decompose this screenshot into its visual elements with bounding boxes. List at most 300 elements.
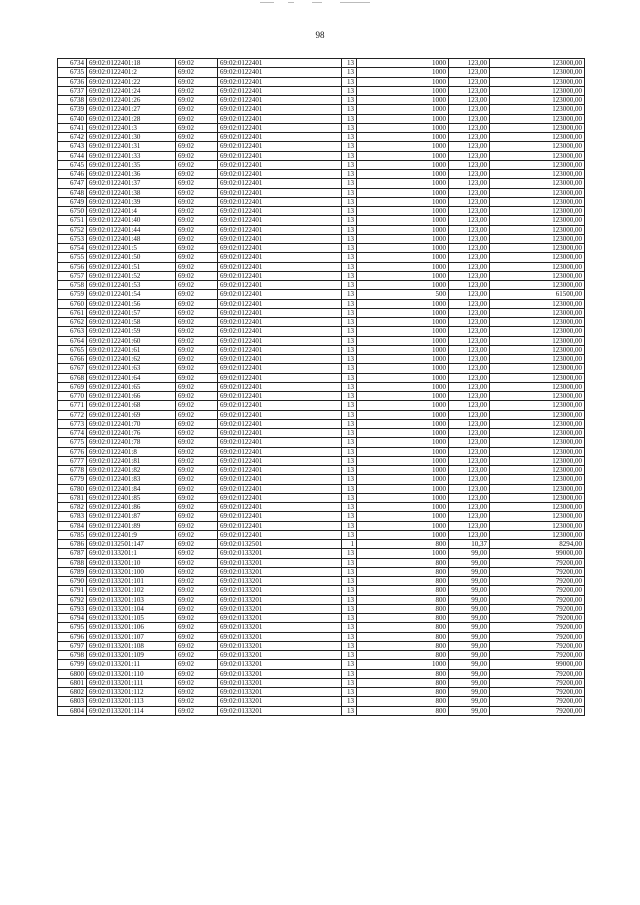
cadastral-value-cell: 123000,00 bbox=[490, 456, 585, 465]
cadastral-number-cell: 69:02:0122401:89 bbox=[87, 521, 176, 530]
table-row bbox=[58, 59, 585, 68]
table-row bbox=[58, 151, 585, 160]
table-row bbox=[58, 318, 585, 327]
cadastral-number-cell: 69:02:0122401:85 bbox=[87, 493, 176, 502]
cadastral-quarter-cell: 69:02:0133201 bbox=[218, 586, 342, 595]
category-code-cell: 13 bbox=[342, 512, 357, 521]
row-number-cell: 6744 bbox=[58, 151, 87, 160]
row-number-cell: 6747 bbox=[58, 179, 87, 188]
cadastral-value-cell: 123000,00 bbox=[490, 410, 585, 419]
cadastral-number-cell: 69:02:0122401:57 bbox=[87, 308, 176, 317]
area-cell: 800 bbox=[357, 688, 449, 697]
category-code-cell: 13 bbox=[342, 429, 357, 438]
cadastral-value-cell: 79200,00 bbox=[490, 586, 585, 595]
specific-value-cell: 99,00 bbox=[449, 595, 490, 604]
cadastral-value-cell: 123000,00 bbox=[490, 530, 585, 539]
area-cell: 800 bbox=[357, 641, 449, 650]
area-cell: 800 bbox=[357, 623, 449, 632]
area-cell: 1000 bbox=[357, 382, 449, 391]
district-code-cell: 69:02 bbox=[176, 577, 218, 586]
category-code-cell: 13 bbox=[342, 160, 357, 169]
category-code-cell: 13 bbox=[342, 197, 357, 206]
cadastral-quarter-cell: 69:02:0133201 bbox=[218, 669, 342, 678]
cadastral-value-cell: 123000,00 bbox=[490, 207, 585, 216]
cadastral-number-cell: 69:02:0122401:33 bbox=[87, 151, 176, 160]
cadastral-quarter-cell: 69:02:0133201 bbox=[218, 632, 342, 641]
specific-value-cell: 123,00 bbox=[449, 96, 490, 105]
category-code-cell: 13 bbox=[342, 586, 357, 595]
district-code-cell: 69:02 bbox=[176, 123, 218, 132]
row-number-cell: 6738 bbox=[58, 96, 87, 105]
table-row bbox=[58, 456, 585, 465]
area-cell: 1000 bbox=[357, 503, 449, 512]
cadastral-value-cell: 123000,00 bbox=[490, 96, 585, 105]
category-code-cell: 13 bbox=[342, 567, 357, 576]
cadastral-value-cell: 123000,00 bbox=[490, 419, 585, 428]
table-row bbox=[58, 114, 585, 123]
cadastral-quarter-cell: 69:02:0122401 bbox=[218, 188, 342, 197]
district-code-cell: 69:02 bbox=[176, 299, 218, 308]
table-row bbox=[58, 688, 585, 697]
area-cell: 1000 bbox=[357, 521, 449, 530]
specific-value-cell: 123,00 bbox=[449, 382, 490, 391]
row-number-cell: 6755 bbox=[58, 253, 87, 262]
specific-value-cell: 123,00 bbox=[449, 170, 490, 179]
cadastral-value-cell: 79200,00 bbox=[490, 595, 585, 604]
table-row bbox=[58, 678, 585, 687]
row-number-cell: 6762 bbox=[58, 318, 87, 327]
cadastral-value-cell: 61500,00 bbox=[490, 290, 585, 299]
cadastral-quarter-cell: 69:02:0122401 bbox=[218, 382, 342, 391]
row-number-cell: 6770 bbox=[58, 392, 87, 401]
district-code-cell: 69:02 bbox=[176, 429, 218, 438]
category-code-cell: 13 bbox=[342, 641, 357, 650]
row-number-cell: 6800 bbox=[58, 669, 87, 678]
area-cell: 800 bbox=[357, 651, 449, 660]
area-cell: 800 bbox=[357, 604, 449, 613]
cadastral-number-cell: 69:02:0122401:64 bbox=[87, 373, 176, 382]
row-number-cell: 6764 bbox=[58, 336, 87, 345]
category-code-cell: 13 bbox=[342, 373, 357, 382]
cadastral-quarter-cell: 69:02:0122401 bbox=[218, 401, 342, 410]
specific-value-cell: 123,00 bbox=[449, 299, 490, 308]
cadastral-number-cell: 69:02:0122401:48 bbox=[87, 234, 176, 243]
cadastral-quarter-cell: 69:02:0133201 bbox=[218, 706, 342, 715]
area-cell: 800 bbox=[357, 540, 449, 549]
cadastral-quarter-cell: 69:02:0122401 bbox=[218, 475, 342, 484]
cadastral-quarter-cell: 69:02:0133201 bbox=[218, 678, 342, 687]
category-code-cell: 13 bbox=[342, 382, 357, 391]
district-code-cell: 69:02 bbox=[176, 197, 218, 206]
row-number-cell: 6796 bbox=[58, 632, 87, 641]
district-code-cell: 69:02 bbox=[176, 669, 218, 678]
area-cell: 1000 bbox=[357, 373, 449, 382]
area-cell: 1000 bbox=[357, 207, 449, 216]
area-cell: 1000 bbox=[357, 299, 449, 308]
district-code-cell: 69:02 bbox=[176, 567, 218, 576]
category-code-cell: 13 bbox=[342, 595, 357, 604]
cadastral-number-cell: 69:02:0122401:53 bbox=[87, 281, 176, 290]
row-number-cell: 6793 bbox=[58, 604, 87, 613]
table-row bbox=[58, 521, 585, 530]
district-code-cell: 69:02 bbox=[176, 595, 218, 604]
specific-value-cell: 123,00 bbox=[449, 68, 490, 77]
cadastral-quarter-cell: 69:02:0122401 bbox=[218, 456, 342, 465]
cadastral-value-cell: 123000,00 bbox=[490, 253, 585, 262]
district-code-cell: 69:02 bbox=[176, 540, 218, 549]
cadastral-value-cell: 123000,00 bbox=[490, 512, 585, 521]
cadastral-number-cell: 69:02:0122401:22 bbox=[87, 77, 176, 86]
area-cell: 1000 bbox=[357, 327, 449, 336]
specific-value-cell: 123,00 bbox=[449, 438, 490, 447]
district-code-cell: 69:02 bbox=[176, 410, 218, 419]
cadastral-value-cell: 123000,00 bbox=[490, 521, 585, 530]
cadastral-quarter-cell: 69:02:0122401 bbox=[218, 438, 342, 447]
cadastral-value-cell: 79200,00 bbox=[490, 604, 585, 613]
table-row bbox=[58, 382, 585, 391]
district-code-cell: 69:02 bbox=[176, 225, 218, 234]
row-number-cell: 6758 bbox=[58, 281, 87, 290]
district-code-cell: 69:02 bbox=[176, 697, 218, 706]
cadastral-value-cell: 123000,00 bbox=[490, 151, 585, 160]
cadastral-quarter-cell: 69:02:0133201 bbox=[218, 549, 342, 558]
cadastral-value-cell: 79200,00 bbox=[490, 706, 585, 715]
row-number-cell: 6760 bbox=[58, 299, 87, 308]
area-cell: 1000 bbox=[357, 86, 449, 95]
district-code-cell: 69:02 bbox=[176, 244, 218, 253]
cadastral-number-cell: 69:02:0122401:82 bbox=[87, 466, 176, 475]
area-cell: 800 bbox=[357, 706, 449, 715]
district-code-cell: 69:02 bbox=[176, 558, 218, 567]
cadastral-number-cell: 69:02:0122401:61 bbox=[87, 345, 176, 354]
area-cell: 800 bbox=[357, 678, 449, 687]
cadastral-value-cell: 123000,00 bbox=[490, 170, 585, 179]
cadastral-quarter-cell: 69:02:0122401 bbox=[218, 225, 342, 234]
cadastral-quarter-cell: 69:02:0122401 bbox=[218, 318, 342, 327]
area-cell: 1000 bbox=[357, 262, 449, 271]
cadastral-value-table bbox=[57, 58, 585, 716]
district-code-cell: 69:02 bbox=[176, 475, 218, 484]
specific-value-cell: 99,00 bbox=[449, 688, 490, 697]
cadastral-number-cell: 69:02:0122401:4 bbox=[87, 207, 176, 216]
table-body bbox=[58, 59, 585, 716]
district-code-cell: 69:02 bbox=[176, 68, 218, 77]
cadastral-quarter-cell: 69:02:0122401 bbox=[218, 170, 342, 179]
specific-value-cell: 123,00 bbox=[449, 318, 490, 327]
cadastral-number-cell: 69:02:0122401:31 bbox=[87, 142, 176, 151]
cadastral-value-cell: 123000,00 bbox=[490, 188, 585, 197]
cadastral-value-cell: 123000,00 bbox=[490, 336, 585, 345]
cadastral-quarter-cell: 69:02:0122401 bbox=[218, 364, 342, 373]
specific-value-cell: 10,37 bbox=[449, 540, 490, 549]
cadastral-value-cell: 79200,00 bbox=[490, 623, 585, 632]
cadastral-number-cell: 69:02:0133201:103 bbox=[87, 595, 176, 604]
table-row bbox=[58, 105, 585, 114]
category-code-cell: 13 bbox=[342, 392, 357, 401]
cadastral-number-cell: 69:02:0122401:39 bbox=[87, 197, 176, 206]
row-number-cell: 6768 bbox=[58, 373, 87, 382]
district-code-cell: 69:02 bbox=[176, 59, 218, 68]
category-code-cell: 13 bbox=[342, 438, 357, 447]
row-number-cell: 6745 bbox=[58, 160, 87, 169]
cadastral-number-cell: 69:02:0122401:35 bbox=[87, 160, 176, 169]
cadastral-number-cell: 69:02:0133201:100 bbox=[87, 567, 176, 576]
category-code-cell: 13 bbox=[342, 234, 357, 243]
table-row bbox=[58, 697, 585, 706]
cadastral-quarter-cell: 69:02:0122401 bbox=[218, 253, 342, 262]
district-code-cell: 69:02 bbox=[176, 401, 218, 410]
table-row bbox=[58, 234, 585, 243]
cadastral-quarter-cell: 69:02:0132501 bbox=[218, 540, 342, 549]
specific-value-cell: 123,00 bbox=[449, 475, 490, 484]
row-number-cell: 6784 bbox=[58, 521, 87, 530]
district-code-cell: 69:02 bbox=[176, 105, 218, 114]
cadastral-value-cell: 123000,00 bbox=[490, 86, 585, 95]
district-code-cell: 69:02 bbox=[176, 706, 218, 715]
cadastral-quarter-cell: 69:02:0122401 bbox=[218, 179, 342, 188]
cadastral-quarter-cell: 69:02:0122401 bbox=[218, 151, 342, 160]
table-row bbox=[58, 614, 585, 623]
category-code-cell: 13 bbox=[342, 706, 357, 715]
area-cell: 1000 bbox=[357, 123, 449, 132]
district-code-cell: 69:02 bbox=[176, 327, 218, 336]
cadastral-number-cell: 69:02:0133201:104 bbox=[87, 604, 176, 613]
district-code-cell: 69:02 bbox=[176, 447, 218, 456]
row-number-cell: 6737 bbox=[58, 86, 87, 95]
cadastral-value-cell: 123000,00 bbox=[490, 382, 585, 391]
row-number-cell: 6798 bbox=[58, 651, 87, 660]
area-cell: 800 bbox=[357, 558, 449, 567]
specific-value-cell: 123,00 bbox=[449, 308, 490, 317]
category-code-cell: 13 bbox=[342, 678, 357, 687]
table-row bbox=[58, 216, 585, 225]
cadastral-value-cell: 123000,00 bbox=[490, 68, 585, 77]
category-code-cell: 13 bbox=[342, 244, 357, 253]
district-code-cell: 69:02 bbox=[176, 308, 218, 317]
cadastral-number-cell: 69:02:0122401:69 bbox=[87, 410, 176, 419]
district-code-cell: 69:02 bbox=[176, 114, 218, 123]
cadastral-number-cell: 69:02:0133201:105 bbox=[87, 614, 176, 623]
area-cell: 1000 bbox=[357, 197, 449, 206]
table-row bbox=[58, 77, 585, 86]
table-row bbox=[58, 197, 585, 206]
category-code-cell: 13 bbox=[342, 410, 357, 419]
cadastral-number-cell: 69:02:0122401:83 bbox=[87, 475, 176, 484]
specific-value-cell: 123,00 bbox=[449, 271, 490, 280]
cadastral-value-cell: 123000,00 bbox=[490, 114, 585, 123]
area-cell: 1000 bbox=[357, 392, 449, 401]
cadastral-quarter-cell: 69:02:0122401 bbox=[218, 207, 342, 216]
specific-value-cell: 123,00 bbox=[449, 392, 490, 401]
cadastral-quarter-cell: 69:02:0122401 bbox=[218, 299, 342, 308]
area-cell: 1000 bbox=[357, 438, 449, 447]
area-cell: 800 bbox=[357, 669, 449, 678]
specific-value-cell: 123,00 bbox=[449, 142, 490, 151]
table-row bbox=[58, 530, 585, 539]
cadastral-quarter-cell: 69:02:0122401 bbox=[218, 466, 342, 475]
cadastral-value-cell: 99000,00 bbox=[490, 660, 585, 669]
cadastral-value-cell: 79200,00 bbox=[490, 567, 585, 576]
cadastral-quarter-cell: 69:02:0122401 bbox=[218, 262, 342, 271]
table-row bbox=[58, 392, 585, 401]
cadastral-number-cell: 69:02:0122401:52 bbox=[87, 271, 176, 280]
table-row bbox=[58, 623, 585, 632]
district-code-cell: 69:02 bbox=[176, 77, 218, 86]
cadastral-value-cell: 123000,00 bbox=[490, 364, 585, 373]
category-code-cell: 13 bbox=[342, 493, 357, 502]
district-code-cell: 69:02 bbox=[176, 632, 218, 641]
cadastral-quarter-cell: 69:02:0122401 bbox=[218, 77, 342, 86]
row-number-cell: 6773 bbox=[58, 419, 87, 428]
category-code-cell: 13 bbox=[342, 327, 357, 336]
specific-value-cell: 123,00 bbox=[449, 410, 490, 419]
cadastral-number-cell: 69:02:0122401:28 bbox=[87, 114, 176, 123]
cadastral-value-cell: 123000,00 bbox=[490, 327, 585, 336]
specific-value-cell: 123,00 bbox=[449, 336, 490, 345]
cadastral-number-cell: 69:02:0122401:84 bbox=[87, 484, 176, 493]
district-code-cell: 69:02 bbox=[176, 207, 218, 216]
category-code-cell: 13 bbox=[342, 604, 357, 613]
cadastral-number-cell: 69:02:0133201:114 bbox=[87, 706, 176, 715]
table-row bbox=[58, 170, 585, 179]
cadastral-quarter-cell: 69:02:0133201 bbox=[218, 577, 342, 586]
cadastral-number-cell: 69:02:0133201:101 bbox=[87, 577, 176, 586]
specific-value-cell: 99,00 bbox=[449, 623, 490, 632]
area-cell: 1000 bbox=[357, 336, 449, 345]
cadastral-value-cell: 123000,00 bbox=[490, 77, 585, 86]
table-row bbox=[58, 669, 585, 678]
row-number-cell: 6778 bbox=[58, 466, 87, 475]
table-row bbox=[58, 447, 585, 456]
table-row bbox=[58, 308, 585, 317]
category-code-cell: 13 bbox=[342, 521, 357, 530]
category-code-cell: 13 bbox=[342, 614, 357, 623]
specific-value-cell: 123,00 bbox=[449, 429, 490, 438]
row-number-cell: 6797 bbox=[58, 641, 87, 650]
area-cell: 800 bbox=[357, 567, 449, 576]
cadastral-quarter-cell: 69:02:0122401 bbox=[218, 234, 342, 243]
row-number-cell: 6771 bbox=[58, 401, 87, 410]
row-number-cell: 6761 bbox=[58, 308, 87, 317]
cadastral-value-cell: 123000,00 bbox=[490, 244, 585, 253]
category-code-cell: 13 bbox=[342, 475, 357, 484]
category-code-cell: 13 bbox=[342, 697, 357, 706]
cadastral-number-cell: 69:02:0122401:44 bbox=[87, 225, 176, 234]
cadastral-number-cell: 69:02:0122401:56 bbox=[87, 299, 176, 308]
cadastral-quarter-cell: 69:02:0122401 bbox=[218, 133, 342, 142]
area-cell: 1000 bbox=[357, 170, 449, 179]
row-number-cell: 6788 bbox=[58, 558, 87, 567]
cadastral-number-cell: 69:02:0122401:62 bbox=[87, 355, 176, 364]
district-code-cell: 69:02 bbox=[176, 188, 218, 197]
specific-value-cell: 99,00 bbox=[449, 614, 490, 623]
cadastral-number-cell: 69:02:0133201:1 bbox=[87, 549, 176, 558]
table-row bbox=[58, 345, 585, 354]
specific-value-cell: 123,00 bbox=[449, 133, 490, 142]
district-code-cell: 69:02 bbox=[176, 688, 218, 697]
cadastral-value-cell: 123000,00 bbox=[490, 308, 585, 317]
district-code-cell: 69:02 bbox=[176, 530, 218, 539]
cadastral-number-cell: 69:02:0133201:109 bbox=[87, 651, 176, 660]
table-row bbox=[58, 438, 585, 447]
row-number-cell: 6748 bbox=[58, 188, 87, 197]
specific-value-cell: 99,00 bbox=[449, 604, 490, 613]
specific-value-cell: 99,00 bbox=[449, 660, 490, 669]
row-number-cell: 6780 bbox=[58, 484, 87, 493]
area-cell: 1000 bbox=[357, 114, 449, 123]
cadastral-value-cell: 123000,00 bbox=[490, 503, 585, 512]
specific-value-cell: 99,00 bbox=[449, 632, 490, 641]
row-number-cell: 6791 bbox=[58, 586, 87, 595]
cadastral-number-cell: 69:02:0122401:86 bbox=[87, 503, 176, 512]
specific-value-cell: 99,00 bbox=[449, 586, 490, 595]
specific-value-cell: 123,00 bbox=[449, 530, 490, 539]
row-number-cell: 6735 bbox=[58, 68, 87, 77]
cadastral-number-cell: 69:02:0133201:107 bbox=[87, 632, 176, 641]
cadastral-quarter-cell: 69:02:0122401 bbox=[218, 142, 342, 151]
specific-value-cell: 99,00 bbox=[449, 697, 490, 706]
category-code-cell: 13 bbox=[342, 96, 357, 105]
cadastral-quarter-cell: 69:02:0133201 bbox=[218, 623, 342, 632]
category-code-cell: 13 bbox=[342, 549, 357, 558]
cadastral-number-cell: 69:02:0122401:27 bbox=[87, 105, 176, 114]
table-row bbox=[58, 595, 585, 604]
area-cell: 1000 bbox=[357, 419, 449, 428]
table-row bbox=[58, 327, 585, 336]
district-code-cell: 69:02 bbox=[176, 456, 218, 465]
area-cell: 1000 bbox=[357, 234, 449, 243]
row-number-cell: 6783 bbox=[58, 512, 87, 521]
cadastral-quarter-cell: 69:02:0122401 bbox=[218, 123, 342, 132]
district-code-cell: 69:02 bbox=[176, 160, 218, 169]
cadastral-number-cell: 69:02:0133201:110 bbox=[87, 669, 176, 678]
scan-header-marks bbox=[260, 2, 380, 6]
cadastral-value-cell: 123000,00 bbox=[490, 475, 585, 484]
row-number-cell: 6779 bbox=[58, 475, 87, 484]
area-cell: 1000 bbox=[357, 59, 449, 68]
district-code-cell: 69:02 bbox=[176, 96, 218, 105]
row-number-cell: 6734 bbox=[58, 59, 87, 68]
specific-value-cell: 99,00 bbox=[449, 558, 490, 567]
category-code-cell: 13 bbox=[342, 179, 357, 188]
category-code-cell: 13 bbox=[342, 133, 357, 142]
specific-value-cell: 123,00 bbox=[449, 114, 490, 123]
district-code-cell: 69:02 bbox=[176, 271, 218, 280]
cadastral-quarter-cell: 69:02:0122401 bbox=[218, 493, 342, 502]
cadastral-number-cell: 69:02:0122401:76 bbox=[87, 429, 176, 438]
cadastral-value-cell: 123000,00 bbox=[490, 299, 585, 308]
cadastral-quarter-cell: 69:02:0122401 bbox=[218, 503, 342, 512]
cadastral-value-cell: 79200,00 bbox=[490, 651, 585, 660]
row-number-cell: 6801 bbox=[58, 678, 87, 687]
cadastral-quarter-cell: 69:02:0133201 bbox=[218, 651, 342, 660]
cadastral-quarter-cell: 69:02:0122401 bbox=[218, 68, 342, 77]
cadastral-number-cell: 69:02:0122401:37 bbox=[87, 179, 176, 188]
cadastral-number-cell: 69:02:0122401:50 bbox=[87, 253, 176, 262]
cadastral-value-cell: 123000,00 bbox=[490, 234, 585, 243]
cadastral-quarter-cell: 69:02:0122401 bbox=[218, 244, 342, 253]
cadastral-value-cell: 123000,00 bbox=[490, 160, 585, 169]
row-number-cell: 6774 bbox=[58, 429, 87, 438]
category-code-cell: 13 bbox=[342, 290, 357, 299]
district-code-cell: 69:02 bbox=[176, 484, 218, 493]
cadastral-quarter-cell: 69:02:0122401 bbox=[218, 96, 342, 105]
table-row bbox=[58, 188, 585, 197]
cadastral-quarter-cell: 69:02:0122401 bbox=[218, 160, 342, 169]
cadastral-value-cell: 79200,00 bbox=[490, 678, 585, 687]
category-code-cell: 13 bbox=[342, 253, 357, 262]
table-row bbox=[58, 290, 585, 299]
